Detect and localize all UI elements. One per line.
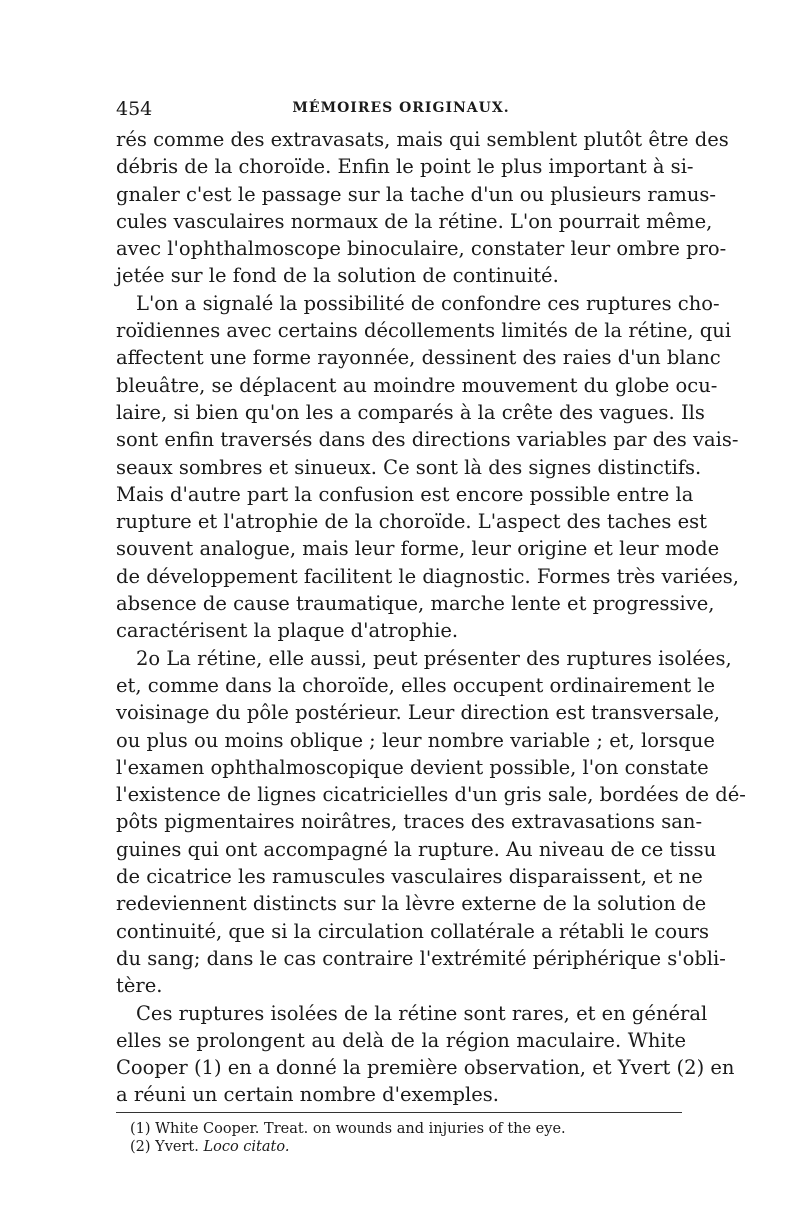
text-line: de cicatrice les ramuscules vasculaires disparaissent, et ne	[116, 865, 703, 889]
text-line: sont enfin traversés dans des directions variables par des vais-	[116, 428, 739, 452]
footnotes	[130, 1120, 690, 1156]
running-title: MÉMOIRES ORIGINAUX.	[292, 100, 510, 116]
text-line: laire, si bien qu'on les a comparés à la crête des vagues. Ils	[116, 400, 705, 424]
text-line: Mais d'autre part la confusion est encore possible entre la	[116, 482, 694, 506]
text-line: débris de la choroïde. Enfin le point le plus important à si-	[116, 155, 694, 179]
text-line: rupture et l'atrophie de la choroïde. L'aspect des taches est	[116, 510, 707, 534]
text-line: ou plus ou moins oblique ; leur nombre variable ; et, lorsque	[116, 728, 715, 752]
text-line: souvent analogue, mais leur forme, leur origine et leur mode	[116, 537, 720, 561]
text-line: l'examen ophthalmoscopique devient possible, l'on constate	[116, 755, 709, 779]
paragraph	[116, 645, 746, 1000]
text-line: a réuni un certain nombre d'exemples.	[116, 1083, 500, 1107]
footnote-citation: Loco citato.	[203, 1139, 290, 1155]
text-line: 2o La rétine, elle aussi, peut présenter des ruptures isolées,	[136, 646, 732, 670]
text-line: avec l'ophthalmoscope binoculaire, constater leur ombre pro-	[116, 237, 727, 261]
text-line: elles se prolongent au delà de la région maculaire. White	[116, 1028, 686, 1052]
text-line: l'existence de lignes cicatricielles d'un gris sale, bordées de dé-	[116, 783, 746, 807]
text-line: Cooper (1) en a donné la première observation, et Yvert (2) en	[116, 1056, 735, 1080]
footnote	[130, 1138, 690, 1156]
text-line: roïdiennes avec certains décollements limités de la rétine, qui	[116, 319, 732, 343]
text-line: Ces ruptures isolées de la rétine sont rares, et en général	[136, 1001, 708, 1025]
text-line: rés comme des extravasats, mais qui semblent plutôt être des	[116, 128, 729, 151]
text-line: et, comme dans la choroïde, elles occupent ordinairement le	[116, 673, 716, 697]
footnote-text: White Cooper. Treat. on wounds and injuries of the eye.	[155, 1121, 566, 1137]
paragraph	[116, 126, 729, 290]
text-line: redeviennent distincts sur la lèvre externe de la solution de	[116, 892, 707, 916]
footnote-rule	[116, 1112, 682, 1113]
text-line: absence de cause traumatique, marche lente et progressive,	[116, 592, 715, 616]
paragraph	[116, 1000, 735, 1109]
text-line: affectent une forme rayonnée, dessinent des raies d'un blanc	[116, 346, 721, 370]
text-line: seaux sombres et sinueux. Ce sont là des signes distinctifs.	[116, 455, 702, 479]
text-line: voisinage du pôle postérieur. Leur direction est transversale,	[116, 701, 720, 725]
text-line: du sang; dans le cas contraire l'extrémité périphérique s'obli-	[116, 946, 726, 970]
text-line: caractérisent la plaque d'atrophie.	[116, 619, 459, 643]
footnote-marker: (2)	[130, 1139, 151, 1155]
footnote	[130, 1120, 690, 1138]
page-number: 454	[116, 98, 153, 120]
text-line: tère.	[116, 974, 163, 998]
text-line: jetée sur le fond de la solution de continuité.	[116, 264, 559, 288]
body-text	[116, 126, 746, 1109]
text-line: pôts pigmentaires noirâtres, traces des extravasations san-	[116, 810, 703, 834]
paragraph	[116, 290, 740, 645]
footnote-text: Yvert.	[155, 1139, 199, 1155]
text-line: guines qui ont accompagné la rupture. Au niveau de ce tissu	[116, 837, 717, 861]
text-line: gnaler c'est le passage sur la tache d'un ou plusieurs ramus-	[116, 182, 716, 206]
page-header	[116, 98, 686, 122]
text-line: bleuâtre, se déplacent au moindre mouvement du globe ocu-	[116, 373, 718, 397]
text-line: continuité, que si la circulation collatérale a rétabli le cours	[116, 919, 709, 943]
text-line: de développement facilitent le diagnostic. Formes très variées,	[116, 564, 740, 588]
text-line: cules vasculaires normaux de la rétine. L'on pourrait même,	[116, 209, 713, 233]
text-line: L'on a signalé la possibilité de confondre ces ruptures cho-	[136, 291, 720, 315]
footnote-marker: (1)	[130, 1121, 151, 1137]
